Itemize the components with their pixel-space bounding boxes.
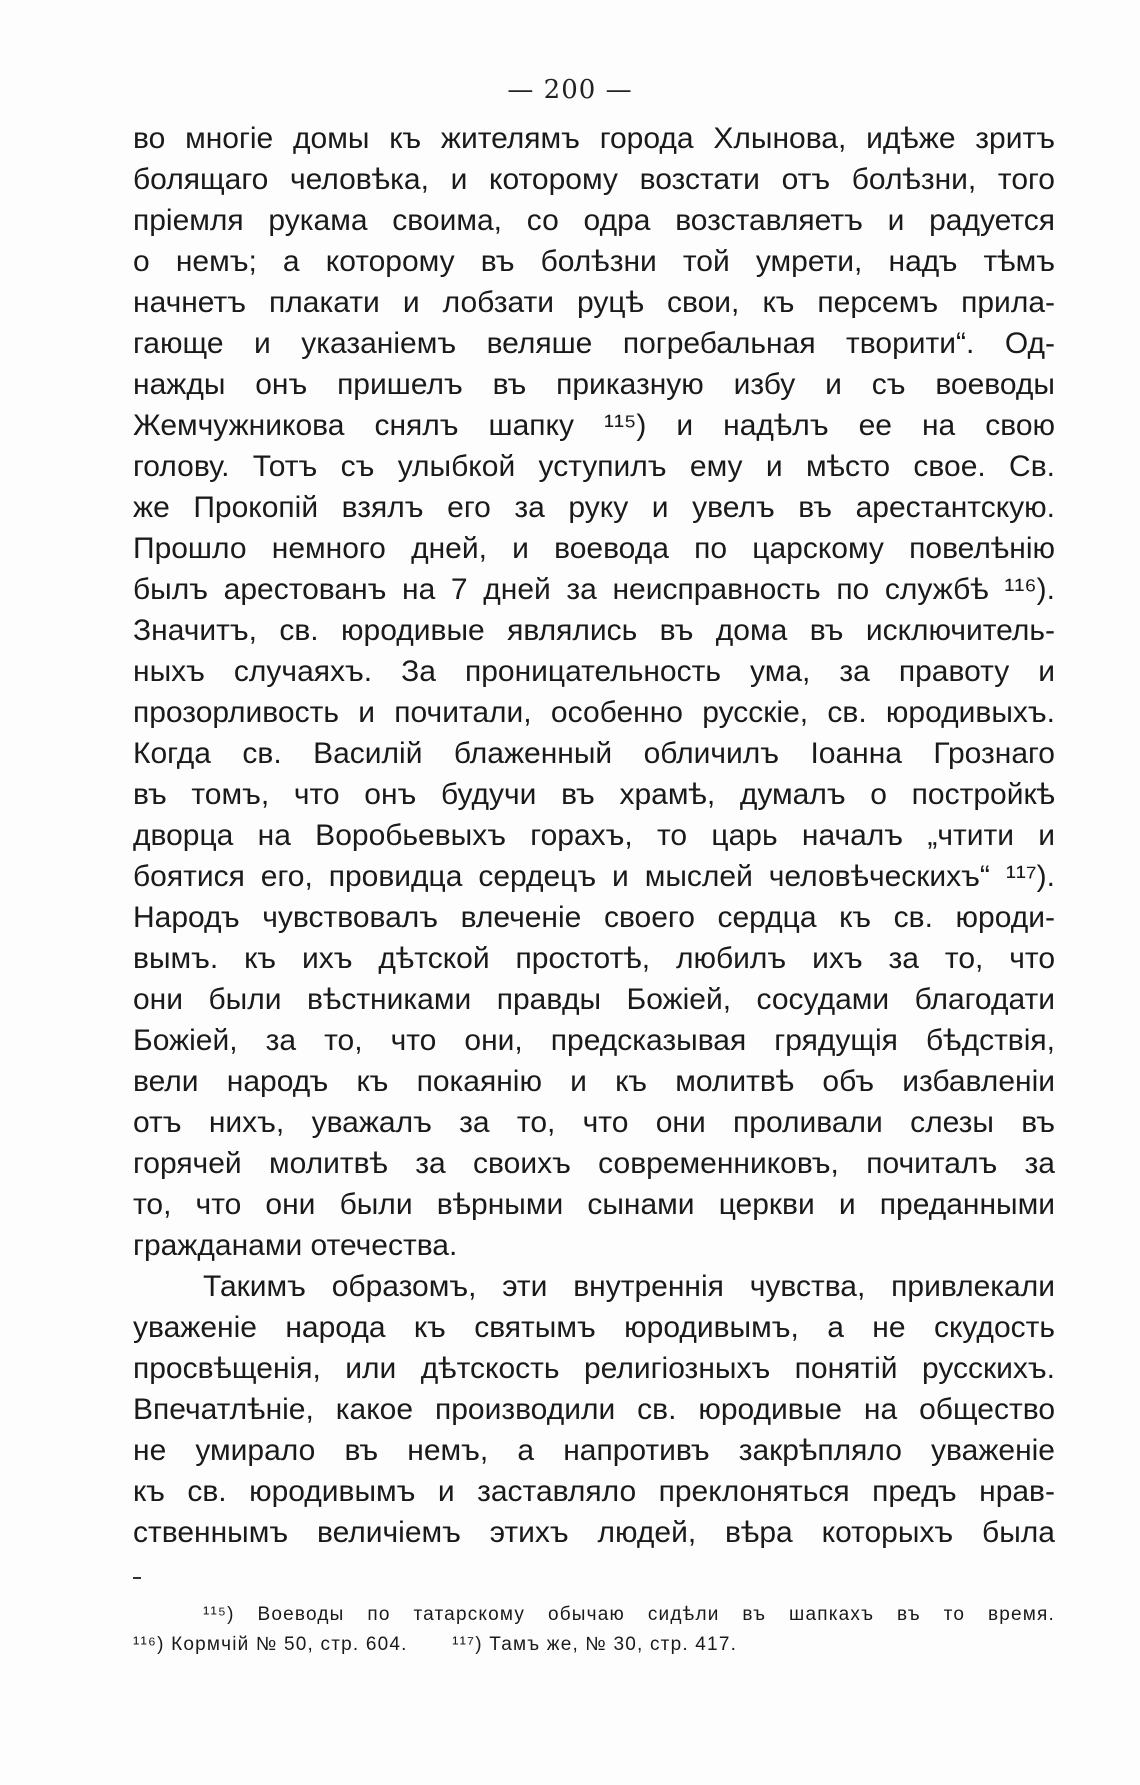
text-line: уваженіе народа къ святымъ юродивымъ, а не скудость [133,1311,1055,1344]
footnote-117: ¹¹⁷) Тамъ же, № 30, стр. 417. [452,1634,738,1655]
text-line: Прошло немного дней, и воевода по царскому повелѣнію [133,532,1055,565]
text-line: въ томъ, что онъ будучи въ храмѣ, думалъ о постройкѣ [133,778,1055,811]
text-line: ственнымъ величіемъ этихъ людей, вѣра которыхъ была [133,1516,1055,1549]
text-line: гающе и указаніемъ веляше погребальная творити“. Од- [133,327,1055,360]
text-line: просвѣщенія, или дѣтскость религіозныхъ понятій русскихъ. [133,1352,1055,1385]
text-line: вымъ. къ ихъ дѣтской простотѣ, любилъ ихъ за то, что [133,942,1055,975]
text-line: ныхъ случаяхъ. За проницательность ума, за правоту и [133,655,1055,688]
footnote-rule [133,1577,141,1579]
text-line: гражданами отечества. [133,1229,458,1262]
text-line: прозорливость и почитали, особенно русскіе, св. юродивыхъ. [133,696,1055,729]
text-line: Жемчужникова снялъ шапку ¹¹⁵) и надѣлъ ее на свою [133,409,1055,442]
text-line: болящаго человѣка, и которому возстати отъ болѣзни, того [133,163,1055,196]
text-line: былъ арестованъ на 7 дней за неисправность по службѣ ¹¹⁶). [133,573,1055,606]
text-line: Божіей, за то, что они, предсказывая грядущія бѣдствія, [133,1024,1055,1057]
text-line: горячей молитвѣ за своихъ современниковъ, почиталъ за [133,1147,1055,1180]
text-line: не умирало въ немъ, а напротивъ закрѣпляло уваженіе [133,1434,1055,1467]
text-line: Когда св. Василій блаженный обличилъ Іоанна Грознаго [133,737,1055,770]
page-number: — 200 — [507,75,633,105]
text-line: Такимъ образомъ, эти внутреннія чувства, привлекали [203,1270,1055,1303]
text-line: они были вѣстниками правды Божіей, сосудами благодати [133,983,1055,1016]
text-line: боятися его, провидца сердецъ и мыслей человѣческихъ“ ¹¹⁷). [133,860,1055,893]
text-line: отъ нихъ, уважалъ за то, что они проливали слезы въ [133,1106,1055,1139]
paragraph-2 [133,1266,1055,1553]
text-line: Впечатлѣніе, какое производили св. юродивые на общество [133,1393,1055,1426]
text-line: голову. Тотъ съ улыбкой уступилъ ему и мѣсто свое. Св. [133,450,1055,483]
text-line: о немъ; а которому въ болѣзни той умрети, надъ тѣмъ [133,245,1055,278]
text-line: же Прокопій взялъ его за руку и увелъ въ арестантскую. [133,491,1055,524]
body-text [133,118,1055,1553]
text-line: начнетъ плакати и лобзати руцѣ свои, къ персемъ прила- [133,286,1055,319]
text-line: пріемля рукама своима, со одра возставляетъ и радуется [133,204,1055,237]
text-line: Значитъ, св. юродивые являлись въ дома въ исключитель- [133,614,1055,647]
text-line: къ св. юродивымъ и заставляло преклоняться предъ нрав- [133,1475,1055,1508]
text-line: дворца на Воробьевыхъ горахъ, то царь началъ „чтити и [133,819,1055,852]
text-line: вели народъ къ покаянію и къ молитвѣ объ избавленіи [133,1065,1055,1098]
footnotes [133,1600,1055,1660]
text-line: Народъ чувствовалъ влеченіе своего сердца къ св. юроди- [133,901,1055,934]
text-line: во многіе домы къ жителямъ города Хлынова, идѣже зритъ [133,122,1055,155]
footnote-line-2 [133,1630,1055,1660]
paragraph-1 [133,118,1055,1266]
footnote-115: ¹¹⁵) Воеводы по татарскому обычаю сидѣли въ шапкахъ въ то время. [203,1604,1055,1625]
footnote-116: ¹¹⁶) Кормчій № 50, стр. 604. [133,1634,408,1655]
text-line: то, что они были вѣрными сынами церкви и преданными [133,1188,1055,1221]
text-line: нажды онъ пришелъ въ приказную избу и съ воеводы [133,368,1055,401]
